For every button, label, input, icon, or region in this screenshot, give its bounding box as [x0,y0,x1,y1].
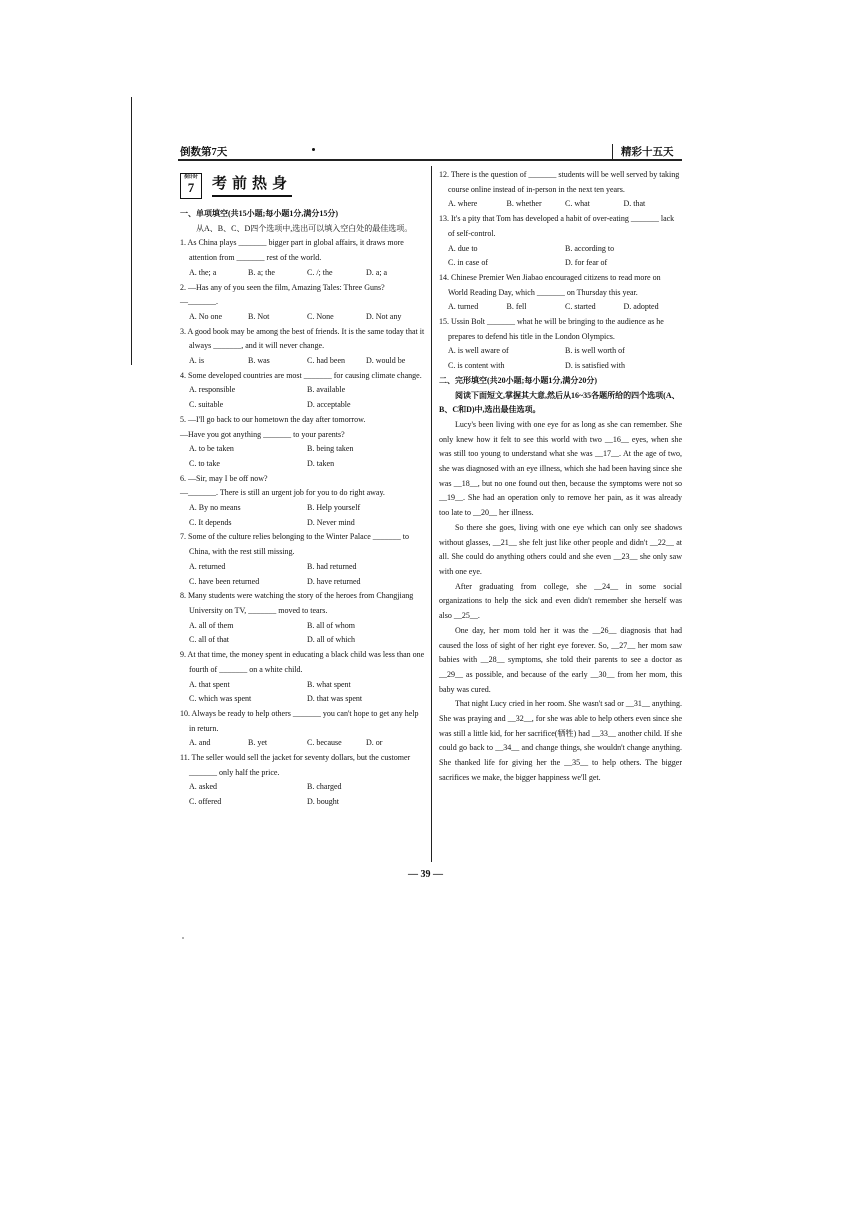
option: D. that was spent [307,694,363,704]
option: D. Not any [366,311,402,321]
option: C. which was spent [189,694,252,704]
passage-paragraph: So there she goes, living with one eye which can only see shadows without glasses, __21__ she felt just like other people and didn't __22__ at all. She could do anything others could and she even __23__ she only saw with one eye. [439,522,682,576]
option-list [180,354,425,369]
column-separator [431,166,432,862]
option-list [180,619,425,648]
question-stem: 14. Chinese Premier Wen Jiabao encouraged citizens to read more on World Reading Day, which _______ on Thursday this year. [439,272,661,297]
question-stem: 9. At that time, the money spent in educating a black child was less than one fourth of _______ on a white child. [180,650,425,674]
question [180,707,425,751]
option: B. whether [506,199,542,209]
option: B. being taken [307,444,354,454]
option-list [180,310,425,325]
question-dialog-line: —_______. There is still an urgent job for you to do right away. [180,488,385,498]
question-stem: 10. Always be ready to help others _______ you can't hope to get any help in return. [180,708,419,733]
option: B. what spent [307,679,351,689]
header-rule [178,159,682,161]
question-stem: 8. Many students were watching the story of the heroes from Changjiang University on TV, _______ moved to tears. [180,591,414,615]
option: C. /; the [307,267,333,277]
title-block [180,168,425,204]
option: A. No one [189,311,223,321]
section2-heading: 二、完形填空(共20小题;每小题1分,满分20分) [439,375,597,385]
option: C. to take [189,458,220,468]
option: A. returned [189,561,226,571]
option: B. available [307,385,346,395]
option: D. all of which [307,635,355,645]
option: C. offered [189,797,222,807]
option: D. a; a [366,267,388,277]
option: D. is satisfied with [565,361,625,371]
option-list [180,383,425,412]
question-stem: 15. Ussin Bolt _______ what he will be bringing to the audience as he prepares to defend his title in the London Olympics. [439,317,664,341]
option-list [180,736,425,751]
option-list [180,501,425,530]
cloze-passage [439,418,682,786]
countdown-badge [180,173,202,199]
question [439,212,682,271]
question [439,271,682,315]
question [180,472,425,531]
option: A. where [448,199,478,209]
section1-instruction: 从A、B、C、D四个选项中,选出可以填入空白处的最佳选项。 [196,223,413,233]
option: C. have been returned [189,576,260,586]
option: A. to be taken [189,444,234,454]
page-number: — 39 — [408,869,443,880]
option-list [439,344,682,373]
option-list [180,442,425,471]
question-stem: 7. Some of the culture relies belonging to the Winter Palace _______ to China, with the rest still missing. [180,532,410,557]
option: D. acceptable [307,400,351,410]
option: A. and [189,738,211,748]
question [180,589,425,648]
question [180,236,425,280]
question-stem: 13. It's a pity that Tom has developed a habit of over-eating _______ lack of self-control. [439,214,675,238]
right-question-list [439,168,682,374]
option: A. all of them [189,620,234,630]
question-stem: 12. There is the question of _______ students will be well served by taking course online instead of in-person in the next ten years. [439,170,680,194]
option: D. for fear of [565,258,608,268]
option: C. because [307,738,342,748]
option-list [439,300,682,315]
passage-paragraph: Lucy's been living with one eye for as long as she can remember. She only knew how it felt to see this world with two __16__ eyes, when she was still too young to understand what she was __17__. At the age of two, she was diagnosed with an eye illness, which she had been having since she was __18__, but no one found out then, because the symptoms were not so __19__. She had an operation only to remove her pain, as it was already too late to __20__ her illness. [439,419,682,518]
option: B. all of whom [307,620,355,630]
option: A. due to [448,243,478,253]
binding-margin-line [131,97,132,365]
option: A. is well aware of [448,346,509,356]
option-list [439,197,682,212]
question [180,530,425,589]
option: C. had been [307,356,345,366]
option: D. adopted [623,302,659,312]
option: C. It depends [189,517,232,527]
option-list [180,560,425,589]
header-right: 精彩十五天 [612,144,674,159]
option: B. fell [506,302,527,312]
question [439,315,682,374]
badge-label: 倒计时 [184,174,198,179]
option: A. is [189,356,205,366]
section1-heading: 一、单项填空(共15小题;每小题1分,满分15分) [180,209,338,218]
option: C. all of that [189,635,229,645]
question [180,648,425,707]
question [439,168,682,212]
option: D. have returned [307,576,361,586]
left-column [180,168,425,810]
option: D. or [366,738,383,748]
scan-speck [182,937,184,939]
passage-paragraph: That night Lucy cried in her room. She wasn't sad or __31__ anything. She was praying and __32__, for she was able to help others even since she was still a little kid, for her sacrifice(牺牲) had __33__ another child. If she could go back to __34__ and change things, she wouldn't change anything. She thanked life for giving her the __35__ to help others. The bigger sacrifices we make, the bigger happiness we'll get. [439,699,682,782]
option-list [180,678,425,707]
question-dialog-line: —Have you got anything _______ to your parents? [180,429,345,439]
passage-paragraph: One day, her mom told her it was the __26__ diagnosis that had caused the loss of sight of her right eye forever. So, __27__ her mom saw babies with __28__ symptoms, she told their parents to see a doctor as __29__ as possible, and because of the early __30__ from her mom, this baby was cured. [439,625,682,694]
section2-instruction: 阅读下面短文,掌握其大意,然后从16~35各题所给的四个选项(A、B、C和D)中,选出最佳选项。 [439,390,680,415]
option: B. a; the [248,267,275,277]
option: B. charged [307,782,342,792]
option: C. started [565,302,596,312]
option: D. taken [307,458,335,468]
passage-paragraph: After graduating from college, she __24__ in some social organizations to help the sick and even didn't remember she herself was also __25__. [439,581,682,621]
question-stem: 3. A good book may be among the best of friends. It is the same today that it always _______, and it will never change. [180,326,425,351]
page-title: 考前热身 [212,175,292,197]
question [180,413,425,472]
question [180,325,425,369]
option: A. that spent [189,679,230,689]
option: D. that [623,199,646,209]
option: B. Help yourself [307,503,361,513]
badge-number: 7 [187,180,195,195]
option: B. was [248,356,270,366]
question [180,281,425,325]
option: B. Not [248,311,270,321]
header-dot [312,148,315,151]
left-question-list [180,236,425,809]
option: D. would be [366,356,406,366]
question-stem: 11. The seller would sell the jacket for seventy dollars, but the customer _______ only half the price. [180,753,411,777]
option: C. in case of [448,258,488,268]
option: A. turned [448,302,479,312]
option: C. None [307,311,334,321]
question-stem: 4. Some developed countries are most _______ for causing climate change. [180,370,422,380]
question-stem: 1. As China plays _______ bigger part in global affairs, it draws more attention from _______ rest of the world. [180,238,404,263]
question-stem: 6. —Sir, may I be off now? [180,473,268,483]
option: B. yet [248,738,268,748]
question-stem: 5. —I'll go back to our hometown the day after tomorrow. [180,414,366,424]
question [180,751,425,810]
option: A. asked [189,782,217,792]
option-list [439,242,682,271]
option: A. the; a [189,267,217,277]
option: C. what [565,199,590,209]
option: B. had returned [307,561,357,571]
option: A. responsible [189,385,236,395]
question [180,369,425,413]
option-list [180,266,425,281]
option: B. is well worth of [565,346,625,356]
option: C. suitable [189,400,224,410]
right-column [439,168,682,786]
option-list [180,780,425,809]
question-dialog-line: —_______. [180,297,218,307]
option: D. Never mind [307,517,355,527]
option: C. is content with [448,361,505,371]
header-left: 倒数第7天 [180,147,228,158]
option: B. according to [565,243,615,253]
option: A. By no means [189,503,241,513]
option: D. bought [307,797,339,807]
question-stem: 2. —Has any of you seen the film, Amazing Tales: Three Guns? [180,282,385,292]
